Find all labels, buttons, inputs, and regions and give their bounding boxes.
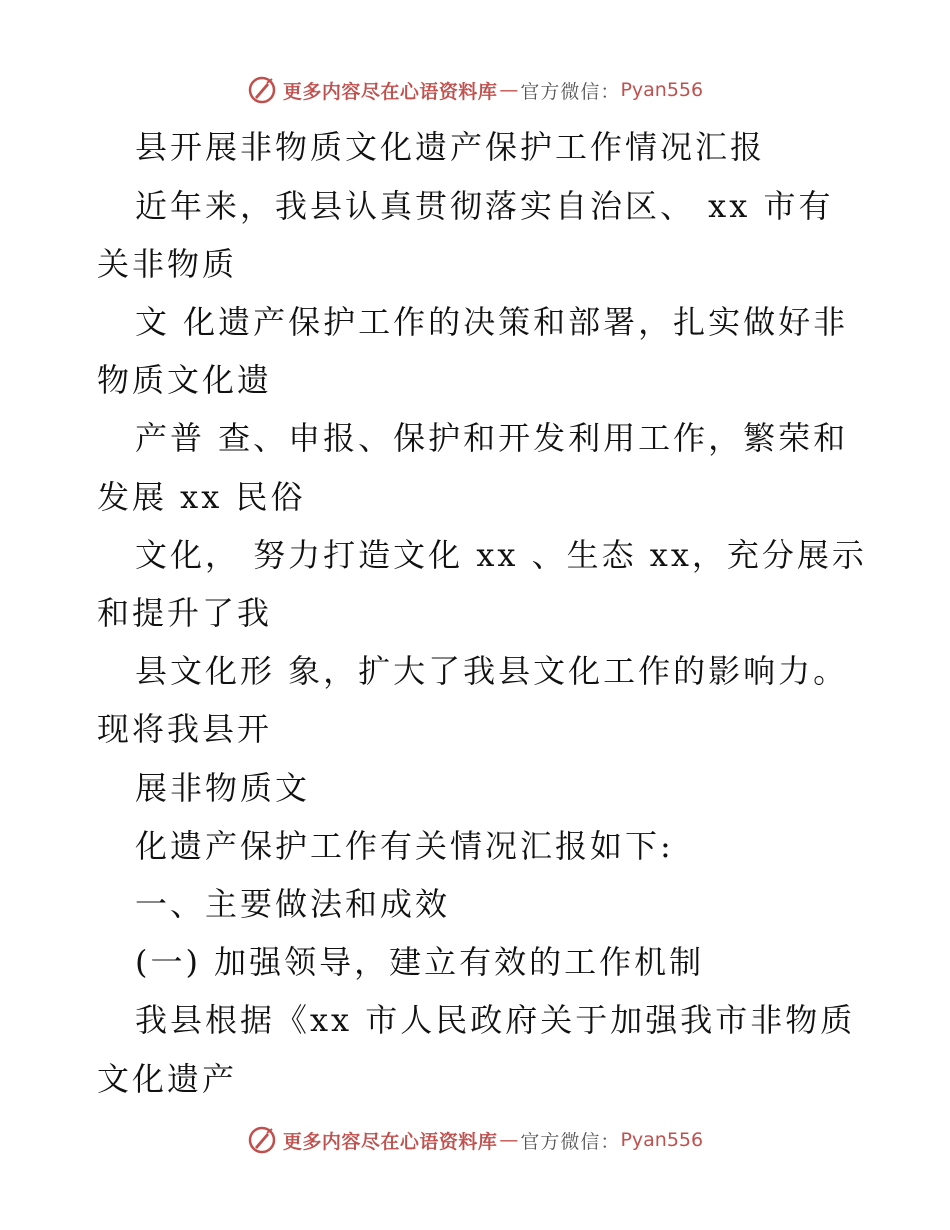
- banner-title: 更多内容尽在心语资料库: [282, 80, 498, 103]
- banner-wechat-label: 官方微信：: [520, 80, 621, 103]
- text-line: 关非物质: [97, 245, 238, 283]
- quill-pen-logo-icon: [247, 75, 277, 105]
- text-line: 近年来，我县认真贯彻落实自治区、 xx 市有: [135, 187, 834, 225]
- header-banner: [0, 72, 950, 108]
- document-title: 县开展非物质文化遗产保护工作情况汇报: [135, 128, 766, 166]
- banner-title: 更多内容尽在心语资料库: [282, 1130, 498, 1153]
- banner-wechat-label: 官方微信：: [520, 1130, 621, 1153]
- subsection-heading: (一) 加强领导，建立有效的工作机制: [135, 943, 705, 981]
- text-line: 文 化遗产保护工作的决策和部署，扎实做好非: [135, 303, 849, 341]
- text-line: 展非物质文: [135, 769, 311, 807]
- section-heading: 一、主要做法和成效: [135, 885, 451, 923]
- text-line: 物质文化遗: [97, 361, 273, 399]
- footer-banner: [0, 1122, 950, 1158]
- text-line: 和提升了我: [97, 594, 273, 632]
- text-line: 现将我县开: [97, 710, 273, 748]
- banner-dash: —: [499, 79, 519, 101]
- text-line: 发展 xx 民俗: [97, 478, 306, 516]
- text-line: 产普 查、申报、保护和开发利用工作，繁荣和: [135, 419, 849, 457]
- text-line: 县文化形 象，扩大了我县文化工作的影响力。: [135, 652, 849, 690]
- banner-wechat-id: Pyan556: [620, 1129, 704, 1151]
- text-line: 我县根据《xx 市人民政府关于加强我市非物质: [135, 1001, 856, 1039]
- banner-dash: —: [499, 1129, 519, 1151]
- banner-wechat-id: Pyan556: [620, 79, 704, 101]
- text-line: 文化， 努力打造文化 xx 、生态 xx，充分展示: [135, 536, 867, 574]
- text-line: 文化遗产: [97, 1060, 238, 1098]
- text-line: 化遗产保护工作有关情况汇报如下:: [135, 827, 674, 865]
- quill-pen-logo-icon: [247, 1125, 277, 1155]
